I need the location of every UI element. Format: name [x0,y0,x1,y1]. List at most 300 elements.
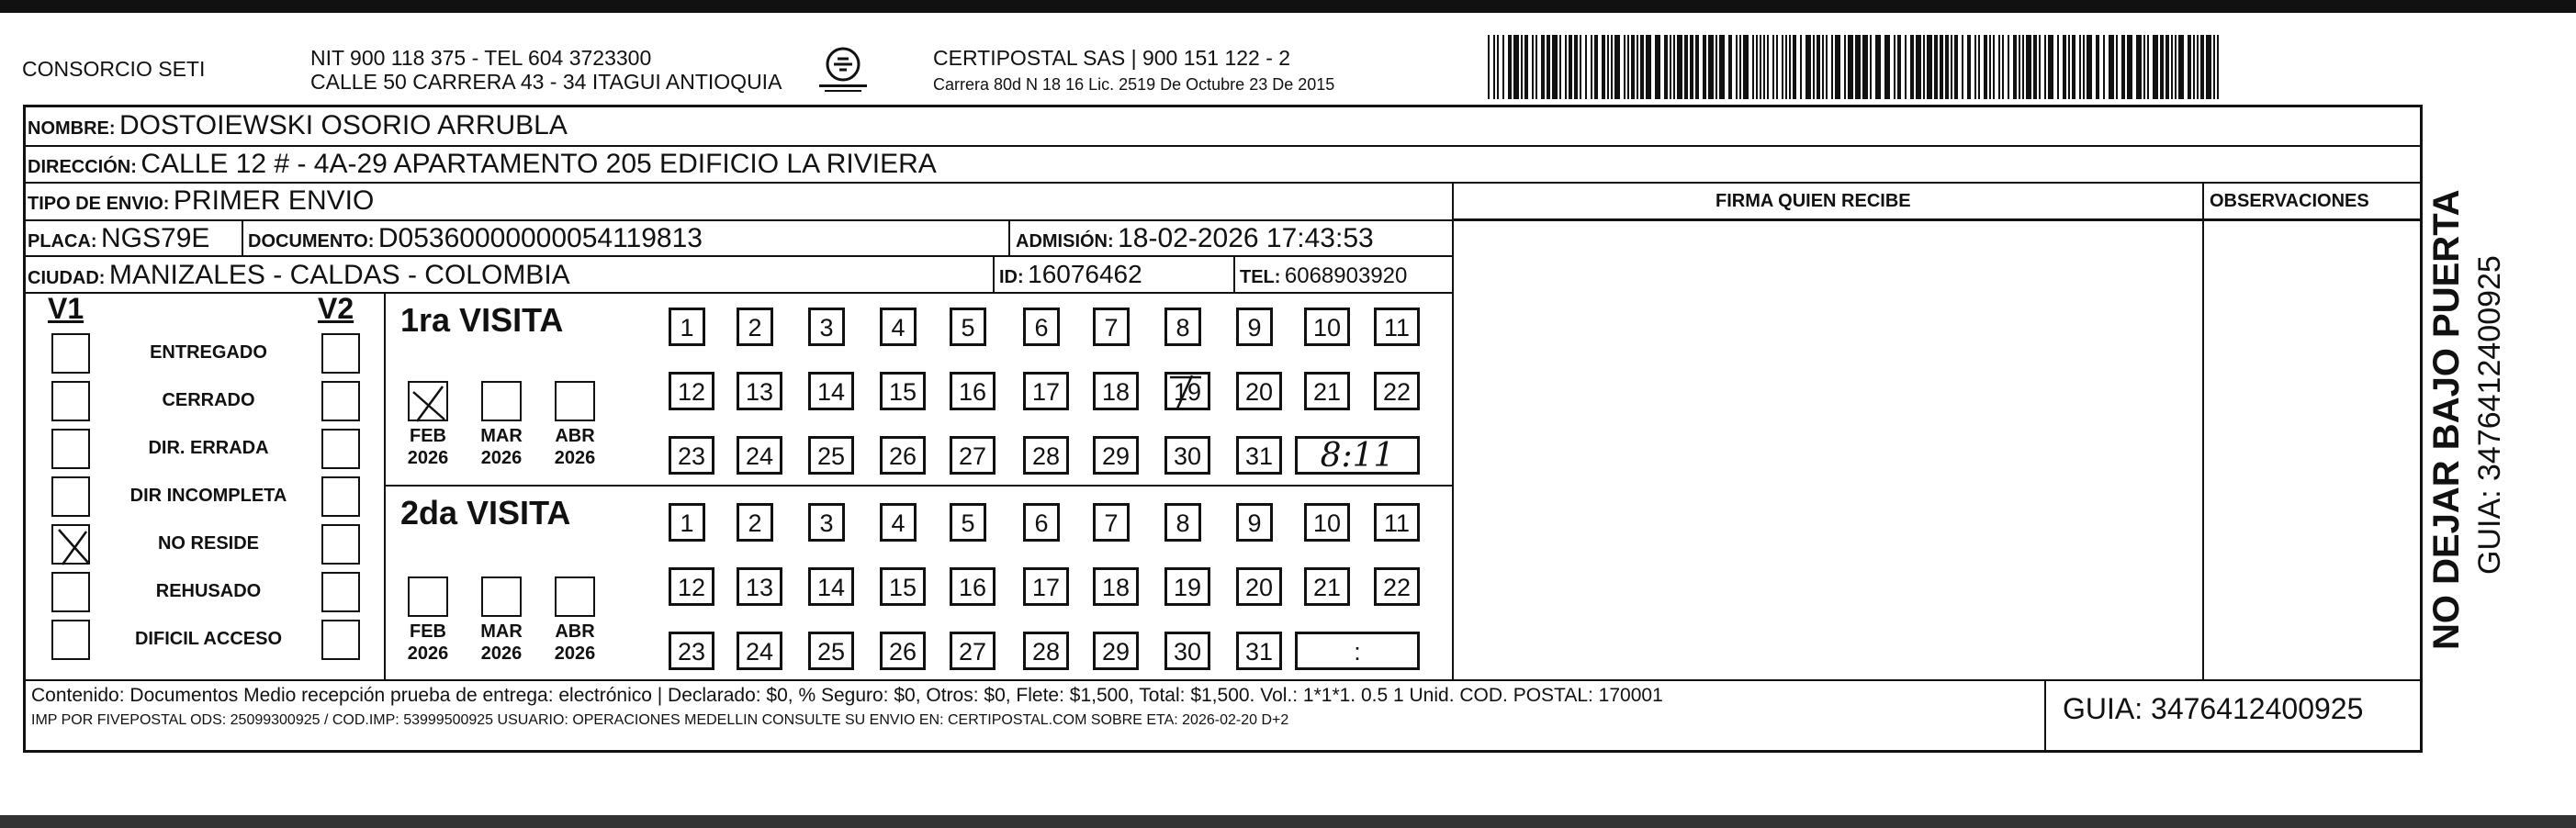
barcode-bar [1559,35,1561,99]
day-box-5[interactable]: 5 [950,308,986,346]
barcode-bar [1772,35,1774,99]
barcode-bar [1611,35,1613,99]
barcode-bar [2002,35,2004,99]
barcode-bar [1817,35,1820,99]
day-box-31[interactable]: 31 [1236,436,1282,475]
barcode-bar [1664,35,1668,99]
col-divider [2044,679,2046,753]
day-box-30[interactable]: 30 [1164,632,1210,670]
footer-content-line: Contenido: Documentos Medio recepción prueba de entrega: electrónico | Declarado: $0, % Seguro: $0, Otros: $0, Flete: $1,500, Total: $1,500. Vol.: 1*1*1. 0.5 1 Unid. COD. POSTAL: 170001 [31,685,1663,706]
tipo-label: TIPO DE ENVIO: [28,194,170,214]
barcode-bar [1793,35,1796,99]
month-checkbox[interactable] [481,576,522,617]
day-box-21[interactable]: 21 [1304,372,1350,410]
barcode-bar [1594,35,1598,99]
barcode-bar [1488,35,1490,99]
barcode-bar [1826,35,1828,99]
footer-imp-line: IMP POR FIVEPOSTAL ODS: 25099300925 / COD.IMP: 53999500925 USUARIO: OPERACIONES MEDELLIN CONSULTE SU ENVIO EN: CERTIPOSTAL.COM SOBRE ETA: 2026-02-20 D+2 [31,712,1289,728]
license-line: Carrera 80d N 18 16 Lic. 2519 De Octubre 23 De 2015 [933,75,1335,94]
bottom-scan-edge [0,815,2576,828]
barcode-bar [1493,35,1495,99]
ciudad-cell [28,260,570,291]
barcode-bar [1760,35,1761,99]
month-checkbox[interactable] [408,576,448,617]
address-line: CALLE 50 CARRERA 43 - 34 ITAGUI ANTIOQUIA [310,70,782,94]
barcode-bar [1591,35,1592,99]
row-divider [23,182,2423,184]
v2-checkbox[interactable] [321,572,360,612]
barcode-bar [1789,35,1791,99]
barcode-bar [2048,35,2053,99]
day-box-13[interactable]: 13 [737,567,782,606]
v2-label: V2 [318,292,354,325]
barcode-bar [1785,35,1787,99]
day-box-20[interactable]: 20 [1236,372,1282,410]
barcode-bar [1805,35,1811,99]
month-label [549,621,601,665]
barcode-bar [1614,35,1620,99]
barcode-bar [1831,35,1833,99]
time-box[interactable]: : [1295,632,1420,670]
day-box-28[interactable]: 28 [1023,436,1069,475]
day-box-5[interactable]: 5 [950,503,986,542]
v1-checkbox[interactable] [51,572,90,612]
month-checkbox[interactable] [408,381,448,421]
month-name: ABR [555,426,595,446]
barcode-bar [1822,35,1824,99]
certipostal-logo [816,44,871,97]
admision-value: 18-02-2026 17:43:53 [1118,223,1374,253]
barcode-bar [2171,35,2173,99]
reason-label: REHUSADO [155,581,262,601]
v1-checkbox[interactable] [51,333,90,374]
barcode-bar [1569,35,1572,99]
barcode-bar [2147,35,2149,99]
tel-cell [1240,263,1407,289]
barcode-bar [1541,35,1545,99]
day-box-10[interactable]: 10 [1304,503,1350,542]
day-box-9[interactable]: 9 [1236,308,1273,346]
admision-label: ADMISIÓN: [1016,231,1114,252]
day-box-27[interactable]: 27 [950,632,996,670]
day-box-29[interactable]: 29 [1093,436,1139,475]
day-box-12[interactable]: 12 [669,567,714,606]
reason-label: DIR INCOMPLETA [129,486,287,506]
barcode-bar [2217,35,2219,99]
barcode-bar [1655,35,1660,99]
col-divider [242,219,243,256]
footer-guia: GUIA: 3476412400925 [2063,692,2364,725]
barcode-bar [1502,35,1504,99]
ciudad-value: MANIZALES - CALDAS - COLOMBIA [108,260,570,290]
v2-checkbox[interactable] [321,381,360,421]
barcode-bar [1927,35,1932,99]
reason-label: CERRADO [162,390,255,410]
barcode-bar [1497,35,1499,99]
day-box-21[interactable]: 21 [1304,567,1350,606]
barcode-bar [2008,35,2009,99]
day-box-7[interactable]: 7 [1093,308,1130,346]
barcode-bar [1905,35,1907,99]
row-divider [1454,218,2423,220]
row-divider [23,145,2423,147]
barcode-bar [1940,35,1943,99]
barcode-bar [1862,35,1868,99]
day-box-2[interactable]: 2 [737,503,773,542]
documento-label: DOCUMENTO: [248,231,375,252]
day-box-30[interactable]: 30 [1164,436,1210,475]
day-box-16[interactable]: 16 [950,567,996,606]
day-box-22[interactable]: 22 [1374,567,1420,606]
barcode-bar [2013,35,2017,99]
direccion-label: DIRECCIÓN: [28,157,137,177]
barcode-bar [2079,35,2081,99]
barcode-bar [1870,35,1872,99]
month-year: 2026 [554,643,596,664]
barcode-bar [1547,35,1550,99]
day-box-10[interactable]: 10 [1304,308,1350,346]
barcode-bar [2109,35,2114,99]
barcode-bar [2143,35,2145,99]
barcode-bar [2026,35,2031,99]
nombre-label: NOMBRE: [28,118,116,139]
barcode-bar [1813,35,1815,99]
day-box-17[interactable]: 17 [1023,372,1069,410]
barcode-bar [2044,35,2046,99]
barcode-bar [1690,35,1693,99]
barcode-bar [1585,35,1587,99]
barcode-bar [1897,35,1901,99]
barcode-bar [1848,35,1853,99]
barcode-bar [1719,35,1725,99]
day-box-24[interactable]: 24 [737,436,782,475]
barcode-bar [1574,35,1578,99]
barcode-bar [2019,35,2020,99]
time-box[interactable]: 8:11 [1295,436,1420,475]
day-box-22[interactable]: 22 [1374,372,1420,410]
day-box-31[interactable]: 31 [1236,632,1282,670]
barcode-bar [1993,35,1995,99]
day-box-6[interactable]: 6 [1023,503,1060,542]
day-box-3[interactable]: 3 [808,308,845,346]
month-name: MAR [480,621,523,642]
barcode-bar [1684,35,1688,99]
tel-label: TEL: [1240,267,1281,287]
tel-value: 6068903920 [1284,263,1408,288]
barcode-bar [1670,35,1671,99]
second-visit-title: 2da VISITA [400,494,571,531]
barcode-bar [1677,35,1682,99]
barcode-bar [1910,35,1914,99]
nombre-row [28,110,568,141]
col-divider [1452,182,1454,679]
barcode-bar [2103,35,2105,99]
barcode-bar [1624,35,1625,99]
barcode-bar [2188,35,2191,99]
month-name: ABR [555,621,595,642]
day-box-1[interactable]: 1 [669,503,705,542]
barcode-bar [2121,35,2125,99]
day-box-26[interactable]: 26 [880,632,926,670]
v2-checkbox[interactable] [321,620,360,660]
reason-label: DIR. ERRADA [148,438,269,458]
barcode-bar [1884,35,1890,99]
barcode-bar [2039,35,2041,99]
barcode-bar [1703,35,1706,99]
barcode-bar [1736,35,1738,99]
day-box-11[interactable]: 11 [1374,308,1420,346]
barcode-bar [1998,35,2000,99]
month-checkbox[interactable] [555,381,595,421]
row-divider [23,255,1454,257]
barcode-bar [1524,35,1528,99]
barcode-bar [2175,35,2177,99]
day-box-2[interactable]: 2 [737,308,773,346]
company-name: CONSORCIO SETI [22,57,206,81]
month-year: 2026 [554,448,596,468]
day-box-19[interactable]: 19 [1164,372,1210,410]
barcode-bar [1631,35,1635,99]
barcode-bar [2033,35,2037,99]
barcode-bar [1756,35,1758,99]
barcode-bar [1951,35,1952,99]
day-box-18[interactable]: 18 [1093,567,1139,606]
barcode-bar [1835,35,1840,99]
firma-label: FIRMA QUIEN RECIBE [1715,191,1911,211]
barcode-bar [1715,35,1717,99]
v1-label: V1 [48,292,84,325]
direccion-value: CALLE 12 # - 4A-29 APARTAMENTO 205 EDIFICIO LA RIVIERA [141,149,937,179]
barcode-bar [1673,35,1675,99]
observaciones-label: OBSERVACIONES [2210,191,2369,211]
day-box-8[interactable]: 8 [1164,308,1201,346]
admision-cell [1016,223,1374,254]
visit-divider [384,485,1454,487]
day-box-20[interactable]: 20 [1236,567,1282,606]
barcode-bar [1934,35,1938,99]
barcode-bar [2197,35,2199,99]
month-year: 2026 [407,643,449,664]
month-checkbox[interactable] [555,576,595,617]
barcode-bar [1646,35,1651,99]
barcode-bar [2193,35,2195,99]
barcode-bar [1767,35,1769,99]
v2-checkbox[interactable] [321,476,360,517]
barcode-bar [1508,35,1512,99]
tipo-value: PRIMER ENVIO [173,185,375,216]
footer-divider [23,679,2423,681]
month-label [402,425,454,469]
documento-cell [248,223,703,254]
day-box-6[interactable]: 6 [1023,308,1060,346]
top-scan-edge [0,0,2576,13]
v1-checkbox[interactable] [51,476,90,517]
barcode-bar [2087,35,2092,99]
barcode-bar [1984,35,1987,99]
first-visit-title: 1ra VISITA [400,301,564,339]
placa-label: PLACA: [28,231,97,252]
barcode-bar [1739,35,1741,99]
barcode-bar [2063,35,2066,99]
day-box-24[interactable]: 24 [737,632,782,670]
barcode-bar [2096,35,2099,99]
id-cell [999,260,1142,289]
col-divider [993,255,995,292]
placa-value: NGS79E [101,223,210,253]
id-label: ID: [999,267,1024,287]
barcode-bar [1776,35,1778,99]
barcode-bar [1637,35,1638,99]
barcode-bar [2127,35,2132,99]
month-label [476,425,527,469]
v2-checkbox[interactable] [321,429,360,469]
barcode-bar [1945,35,1949,99]
month-name: MAR [480,426,523,446]
barcode-bar [1602,35,1605,99]
barcode-bar [1607,35,1609,99]
reason-label: NO RESIDE [157,533,260,554]
v1-checkbox[interactable] [51,429,90,469]
day-box-28[interactable]: 28 [1023,632,1069,670]
barcode-bar [1580,35,1581,99]
barcode-bar [2153,35,2158,99]
v2-checkbox[interactable] [321,333,360,374]
barcode-bar [1800,35,1802,99]
day-box-4[interactable]: 4 [880,503,917,542]
nit-line: NIT 900 118 375 - TEL 604 3723300 [310,46,652,70]
barcode-bar [2136,35,2142,99]
barcode-bar [1875,35,1881,99]
barcode-bar [1728,35,1732,99]
month-checkbox[interactable] [481,381,522,421]
col-divider [1008,219,1010,256]
barcode-bar [1552,35,1558,99]
v1-checkbox[interactable] [51,381,90,421]
day-box-27[interactable]: 27 [950,436,996,475]
v1-checkbox[interactable] [51,524,90,565]
side-warning: NO DEJAR BAJO PUERTA [2426,189,2467,650]
side-guia: GUIA: 3476412400925 [2472,255,2507,575]
col-divider [1233,255,1235,292]
barcode-bar [1695,35,1699,99]
day-box-12[interactable]: 12 [669,372,714,410]
day-box-17[interactable]: 17 [1023,567,1069,606]
ciudad-label: CIUDAD: [28,268,106,288]
documento-value: D05360000000054119813 [377,223,703,253]
day-mark [1164,372,1210,410]
day-box-26[interactable]: 26 [880,436,926,475]
barcode-bar [1974,35,1976,99]
barcode-bar [1894,35,1895,99]
row-divider [23,292,1454,294]
barcode-bar [1513,35,1519,99]
barcode-bar [2083,35,2085,99]
day-box-15[interactable]: 15 [880,372,926,410]
nombre-value: DOSTOIEWSKI OSORIO ARRUBLA [119,110,568,140]
barcode-bar [2072,35,2075,99]
month-year: 2026 [480,643,523,664]
day-box-18[interactable]: 18 [1093,372,1139,410]
v2-checkbox[interactable] [321,524,360,565]
barcode-bar [1627,35,1629,99]
barcode-bar [2213,35,2215,99]
day-box-19[interactable]: 19 [1164,567,1210,606]
day-box-15[interactable]: 15 [880,567,926,606]
barcode-bar [1923,35,1925,99]
barcode-bar [2057,35,2059,99]
barcode-bar [2178,35,2184,99]
day-box-16[interactable]: 16 [950,372,996,410]
barcode-bar [2206,35,2211,99]
day-box-23[interactable]: 23 [669,632,714,670]
barcode-bar [1521,35,1523,99]
tracking-barcode [1488,35,2222,99]
placa-cell [28,223,209,254]
day-box-1[interactable]: 1 [669,308,705,346]
day-box-14[interactable]: 14 [808,567,854,606]
barcode-bar [1855,35,1861,99]
barcode-bar [1532,35,1534,99]
barcode-bar [1954,35,1958,99]
month-label [549,425,601,469]
barcode-bar [1782,35,1783,99]
direccion-row [28,149,937,180]
day-box-23[interactable]: 23 [669,436,714,475]
month-year: 2026 [480,448,523,468]
barcode-bar [1967,35,1971,99]
day-box-25[interactable]: 25 [808,436,854,475]
barcode-bar [1708,35,1714,99]
day-box-8[interactable]: 8 [1164,503,1201,542]
v1-checkbox[interactable] [51,620,90,660]
barcode-bar [1640,35,1644,99]
barcode-bar [1989,35,1991,99]
barcode-bar [1844,35,1846,99]
month-label [476,621,527,665]
reason-label: DIFICIL ACCESO [134,629,282,649]
barcode-bar [1962,35,1963,99]
barcode-bar [1752,35,1754,99]
month-name: FEB [410,426,446,446]
day-box-4[interactable]: 4 [880,308,917,346]
day-box-14[interactable]: 14 [808,372,854,410]
day-box-3[interactable]: 3 [808,503,845,542]
id-value: 16076462 [1028,260,1142,288]
barcode-bar [2022,35,2024,99]
barcode-bar [2200,35,2204,99]
tipo-row [28,185,374,217]
barcode-bar [1978,35,1980,99]
barcode-bar [1535,35,1537,99]
reason-label: ENTREGADO [150,342,267,363]
day-box-9[interactable]: 9 [1236,503,1273,542]
barcode-bar [1916,35,1921,99]
barcode-bar [2116,35,2118,99]
barcode-bar [1763,35,1765,99]
barcode-bar [1565,35,1567,99]
day-box-25[interactable]: 25 [808,632,854,670]
barcode-bar [2165,35,2169,99]
day-box-7[interactable]: 7 [1093,503,1130,542]
month-year: 2026 [407,448,449,468]
barcode-bar [2160,35,2164,99]
day-box-11[interactable]: 11 [1374,503,1420,542]
day-box-29[interactable]: 29 [1093,632,1139,670]
day-box-13[interactable]: 13 [737,372,782,410]
delivery-form [23,105,2423,753]
barcode-bar [1743,35,1749,99]
month-name: FEB [410,621,446,642]
